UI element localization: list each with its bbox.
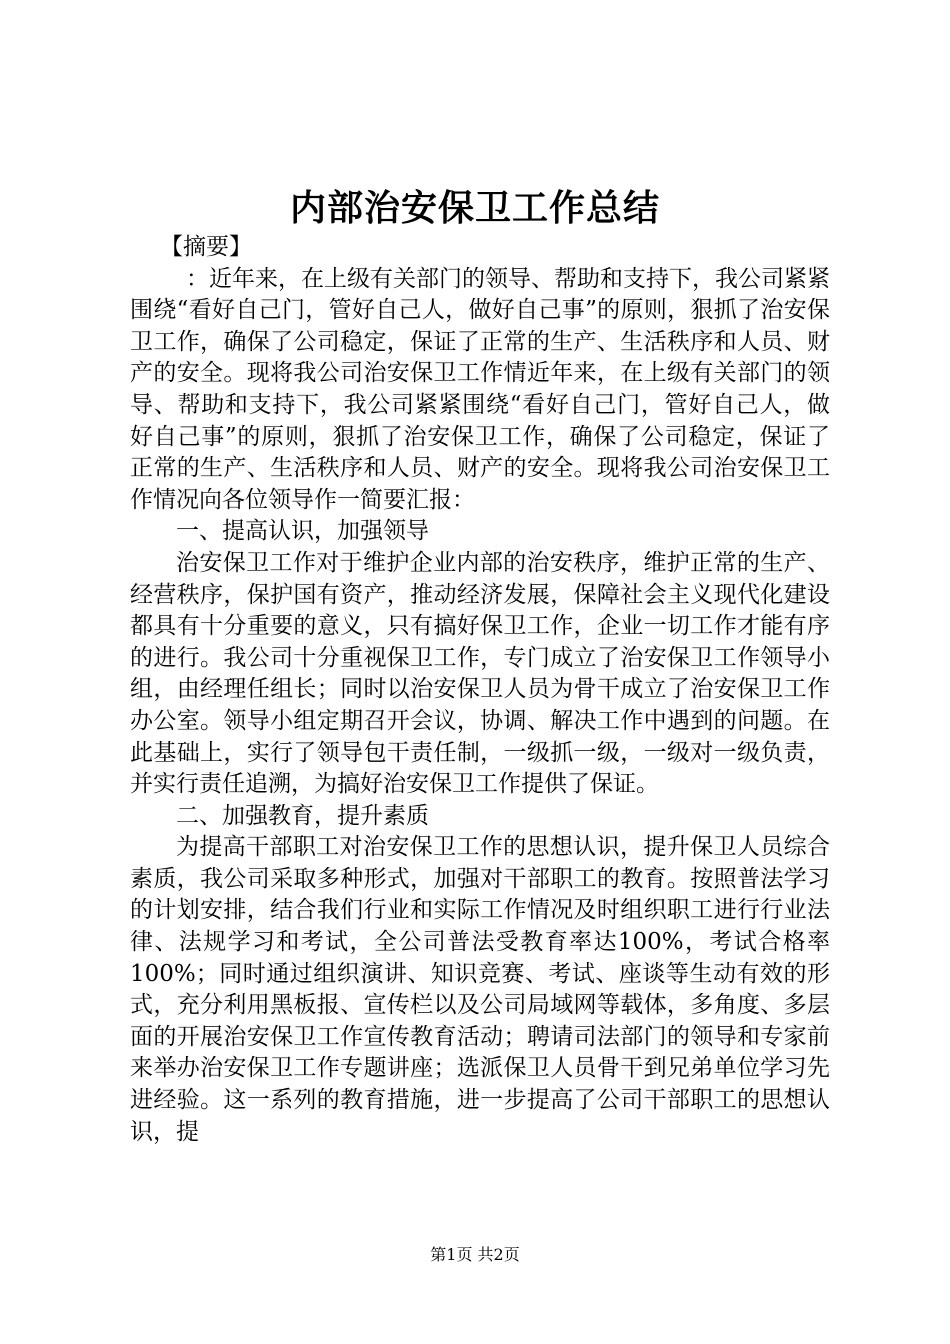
document-body — [130, 232, 830, 1148]
page-title: 内部治安保卫工作总结 — [289, 187, 660, 229]
page-footer: 第1页 共2页 — [430, 1245, 520, 1264]
summary-label: 【摘要】 — [160, 234, 252, 260]
section-heading-2: 二、加强教育，提升素质 — [176, 802, 429, 829]
summary-paragraph: ：近年来，在上级有关部门的领导、帮助和支持下，我公司紧紧围绕“看好自己门，管好自己人，做好自己事”的原则，狠抓了治安保卫工作，确保了公司稳定，保证了正常的生产、生活秩序和人员、财产的安全。现将我公司治安保卫工作情近年来，在上级有关部门的领导、帮助和支持下，我公司紧紧围绕“看好自己门，管好自己人，做好自己事”的原则，狠抓了治安保卫工作，确保了公司稳定，保证了正常的生产、生活秩序和人员、财产的安全。现将我公司治安保卫工作情况向各位领导作一简要汇报： — [130, 265, 830, 513]
section-paragraph-1: 治安保卫工作对于维护企业内部的治安秩序，维护正常的生产、经营秩序，保护国有资产，推动经济发展，保障社会主义现代化建设都具有十分重要的意义，只有搞好保卫工作，企业一切工作才能有序的进行。我公司十分重视保卫工作，专门成立了治安保卫工作领导小组，由经理任组长；同时以治安保卫人员为骨干成立了治安保卫工作办公室。领导小组定期召开会议，协调、解决工作中遇到的问题。在此基础上，实行了领导包干责任制，一级抓一级，一级对一级负责，并实行责任追溯，为搞好治安保卫工作提供了保证。 — [130, 549, 830, 798]
section-paragraph-2: 为提高干部职工对治安保卫工作的思想认识，提升保卫人员综合素质，我公司采取多种形式，加强对干部职工的教育。按照普法学习的计划安排，结合我们行业和实际工作情况及时组织职工进行行业法律、法规学习和考试，全公司普法受教育率达100%，考试合格率100%；同时通过组织演讲、知识竞赛、考试、座谈等生动有效的形式，充分利用黑板报、宣传栏以及公司局域网等载体，多角度、多层面的开展治安保卫工作宣传教育活动；聘请司法部门的领导和专家前来举办治安保卫工作专题讲座；选派保卫人员骨干到兄弟单位学习先进经验。这一系列的教育措施，进一步提高了公司干部职工的思想认识，提 — [130, 834, 830, 1145]
section-heading-1: 一、提高认识，加强领导 — [176, 518, 429, 545]
